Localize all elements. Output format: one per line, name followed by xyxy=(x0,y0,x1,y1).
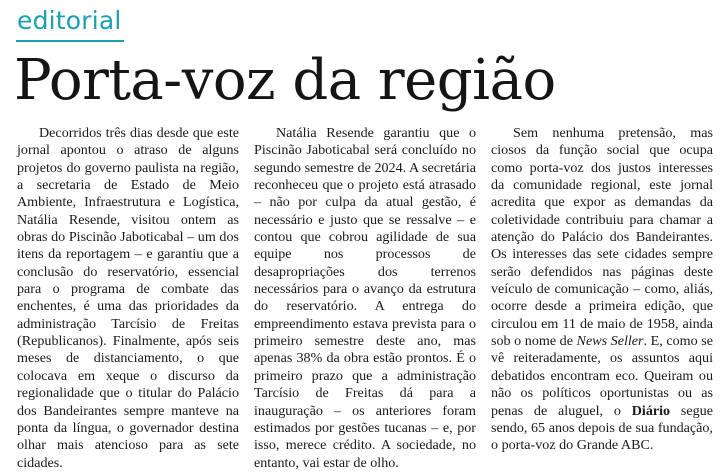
newspaper-name: Diário xyxy=(631,402,671,419)
article-column-2 xyxy=(254,125,476,472)
section-underline xyxy=(16,40,124,42)
article-column-1 xyxy=(17,125,239,472)
paragraph-text: segue sendo, 65 anos depois de sua fundação, o porta-voz do Grande ABC. xyxy=(491,402,713,454)
paragraph-text: . E, como se vê reiteradamente, os assuntos aqui debatidos encontram eco. Queiram ou não os políticos oportunistas ou as penas de aluguel, o xyxy=(491,333,713,419)
paragraph xyxy=(254,125,476,472)
headline: Porta-voz da região xyxy=(14,48,556,113)
section-label: editorial xyxy=(17,6,122,35)
paragraph xyxy=(491,125,713,455)
paragraph xyxy=(17,125,239,472)
newspaper-former-name: News Seller xyxy=(576,333,644,350)
paragraph-text: Sem nenhuma pretensão, mas ciosos da função social que ocupa como porta-voz dos justos interesses da comunidade regional, este jornal acredita que expor as demandas da coletividade contribuiu para chamar a atenção do Palácio dos Bandeirantes. Os interesses das sete cidades sempre serão defendidos nas páginas deste veículo de comunicação – como, aliás, ocorre desde a primeira edição, que circulou em 11 de maio de 1958, ainda sob o nome de xyxy=(491,125,713,350)
article-column-3 xyxy=(491,125,713,455)
paragraph-text: Decorridos três dias desde que este jornal apontou o atraso de alguns projetos do governo paulista na região, a secretaria de Estado de Meio Ambiente, Infraestrutura e Logística, Natália Resende, visitou ontem as obras do Piscinão Jaboticabal – um dos itens da reportagem – e garantiu que a conclusão do reservatório, essencial para o programa de combate das enchentes, é uma das prioridades da administração Tarcísio de Freitas (Republicanos). Finalmente, após seis meses de distanciamento, o que colocava em xeque o discurso da regionalidade que o titular do Palácio dos Bandeirantes sempre manteve na ponta da língua, o governador destina olhar mais atencioso para as sete cidades. xyxy=(17,125,239,471)
paragraph-text: Natália Resende garantiu que o Piscinão Jaboticabal será concluído no segundo semestre de 2024. A secretária reconheceu que o projeto está atrasado – não por culpa da atual gestão, é necessário e justo que se ressalve – e contou que cobrou agilidade de sua equipe nos processos de desapropriações dos terrenos necessários para o avanço da estrutura do reservatório. A entrega do empreendimento estava prevista para o primeiro semestre deste ano, mas apenas 38% da obra estão prontos. É o primeiro prazo que a administração Tarcísio de Freitas dá para a inauguração – os anteriores foram estimados por gestões tucanas – e, por isso, merece crédito. A sociedade, no entanto, vai estar de olho. xyxy=(254,125,476,471)
